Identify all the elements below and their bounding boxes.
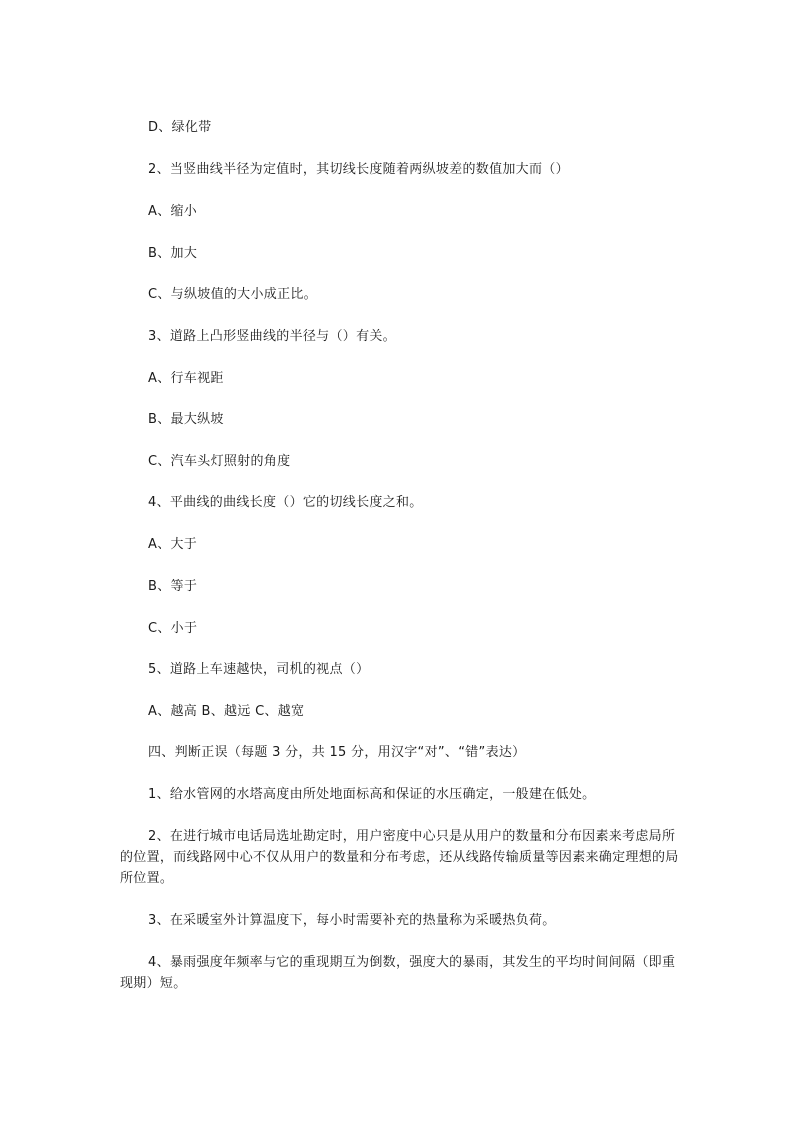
tf-question-1: 1、给水管网的水塔高度由所处地面标高和保证的水压确定，一般建在低处。 [148, 787, 596, 802]
q2-option-b: B、加大 [148, 246, 198, 261]
q3-option-c: C、汽车头灯照射的角度 [148, 454, 291, 469]
section-4-heading: 四、判断正误（每题 3 分，共 15 分，用汉字“对”、“错”表达） [148, 745, 526, 760]
option-d-green-belt: D、绿化带 [148, 120, 212, 135]
q2-option-a: A、缩小 [148, 204, 198, 219]
q2-option-c: C、与纵坡值的大小成正比。 [148, 287, 317, 302]
q5-options: A、越高 B、越远 C、越宽 [148, 704, 305, 719]
question-4: 4、平曲线的曲线长度（）它的切线长度之和。 [148, 495, 423, 510]
question-3: 3、道路上凸形竖曲线的半径与（）有关。 [148, 329, 396, 344]
tf-question-3: 3、在采暖室外计算温度下，每小时需要补充的热量称为采暖热负荷。 [148, 913, 556, 928]
q3-option-b: B、最大纵坡 [148, 412, 224, 427]
q3-option-a: A、行车视距 [148, 371, 224, 386]
q4-option-a: A、大于 [148, 537, 198, 552]
q4-option-c: C、小于 [148, 621, 198, 636]
question-5: 5、道路上车速越快，司机的视点（） [148, 662, 370, 677]
question-2: 2、当竖曲线半径为定值时，其切线长度随着两纵坡差的数值加大而（） [148, 162, 569, 177]
q4-option-b: B、等于 [148, 579, 198, 594]
tf-question-4: 4、暴雨强度年频率与它的重现期互为倒数，强度大的暴雨，其发生的平均时间间隔（即重现期）短。 [120, 955, 676, 991]
tf-question-2: 2、在进行城市电话局选址勘定时，用户密度中心只是从用户的数量和分布因素来考虑局所的位置，而线路网中心不仅从用户的数量和分布考虑，还从线路传输质量等因素来确定理想的局所位置。 [120, 829, 679, 886]
